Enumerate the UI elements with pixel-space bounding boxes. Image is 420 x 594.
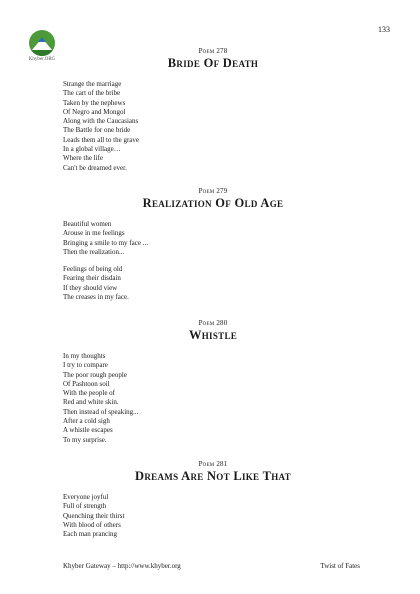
poem-line: Bringing a smile to my face ...	[63, 238, 148, 247]
poem-title: Bride Of Death	[167, 56, 259, 70]
poem-line: Quenching their thirst	[63, 511, 125, 520]
stanza	[63, 493, 363, 539]
stanza	[63, 265, 363, 302]
poem-line: Then instead of speaking...	[63, 407, 139, 416]
poem-281	[63, 460, 363, 539]
poem-title: Dreams Are Not Like That	[135, 469, 291, 483]
footer-source: Khyber Gateway – http://www.khyber.org	[63, 562, 181, 570]
poem-line: Arouse in me feelings	[63, 229, 125, 238]
poem-line: Red and white skin.	[63, 398, 119, 407]
poem-line: Each man prancing	[63, 530, 118, 539]
poem-label: Poem 279	[198, 187, 228, 195]
poem-line: With blood of others	[63, 520, 121, 529]
poem-line: In my thoughts	[63, 352, 106, 360]
poem-line: The Battle for one bride	[63, 126, 131, 135]
poem-line: With the people of	[63, 389, 116, 398]
poem-line: The creases in my face.	[63, 293, 129, 302]
poem-label: Poem 281	[198, 460, 228, 468]
poem-279	[63, 187, 363, 302]
poem-line: A whistle escapes	[63, 426, 113, 435]
logo-text: Khyber.ORG	[28, 57, 56, 62]
stanza	[63, 352, 363, 445]
poem-line: After a cold sigh	[63, 417, 110, 426]
poem-line: Beautiful women	[63, 220, 112, 228]
poem-title: Realization Of Old Age	[142, 196, 284, 210]
mountain-logo-icon	[29, 30, 55, 56]
poem-line: Everyone joyful	[63, 493, 109, 501]
poem-line: Where the life	[63, 154, 104, 163]
poem-title: Whistle	[188, 328, 238, 342]
poem-line: Full of strength	[63, 502, 107, 511]
poem-line: In a global village…	[63, 145, 121, 154]
footer-book-title: Twist of Fates	[320, 562, 360, 570]
poem-line: Can't be dreamed ever.	[63, 163, 127, 172]
poem-280	[63, 319, 363, 445]
poem-line: Along with the Caucasians	[63, 117, 139, 126]
poem-line: To my surprise.	[63, 435, 107, 444]
poem-line: Fearing their disdain	[63, 274, 121, 283]
poem-line: Of Negro and Mongol	[63, 107, 126, 116]
poem-line: Of Pashtoon soil	[63, 379, 110, 388]
poem-label: Poem 280	[198, 319, 228, 327]
poem-line: Taken by the nephews	[63, 98, 126, 107]
khyber-logo	[22, 30, 62, 62]
poem-line: Feelings of being old	[63, 265, 123, 274]
stanza	[63, 220, 363, 257]
poem-278	[63, 47, 363, 173]
poem-line: The cart of the bribe	[63, 89, 121, 98]
poem-label: Poem 278	[198, 47, 228, 55]
poem-line: Strange the marriage	[63, 80, 122, 88]
poem-line: The poor rough people	[63, 370, 127, 379]
page-number: 133	[378, 25, 390, 34]
poem-line: I try to compare	[63, 361, 108, 370]
stanza	[63, 80, 363, 173]
page-footer	[63, 562, 360, 570]
poem-line: If they should view	[63, 283, 118, 292]
poem-line: Leads them all to the grave	[63, 135, 139, 144]
poem-line: Then the realization...	[63, 247, 125, 256]
